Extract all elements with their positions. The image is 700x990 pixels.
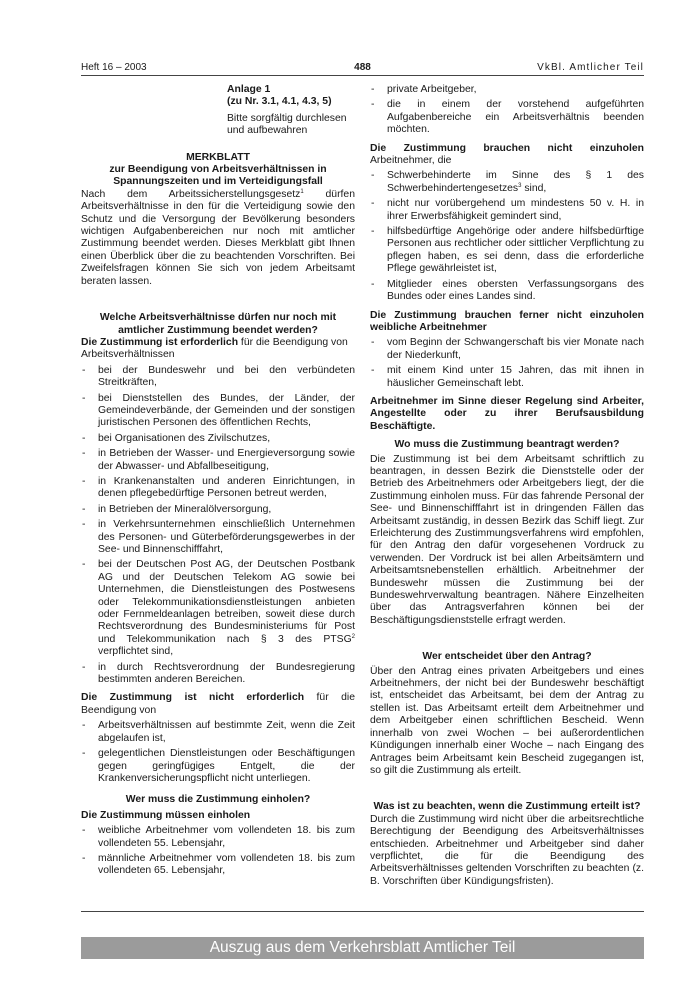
list-item: - bei Dienststellen des Bundes, der Länder, der Gemeindeverbände, der Gemeinden und der sonstigen juristischen Personen des öffentlichen Rechts,: [81, 393, 355, 430]
required-list: [81, 365, 355, 687]
section-heading-after-approval: Was ist zu beachten, wenn die Zustimmung erteilt ist?: [373, 801, 641, 813]
must-obtain-list: [81, 825, 355, 878]
section-heading-who-decides: Wer entscheidet über den Antrag?: [422, 651, 592, 663]
list-item: - hilfsbedürftige Angehörige oder andere hilfsbedürftige Personen aus rechtlicher oder sittlicher Verpflichtung zu pflegen haben, es sei denn, dass die erforderliche Pflege gewährleistet ist,: [370, 226, 644, 276]
footnote-mark: 1: [300, 188, 304, 195]
footnote-mark: 3: [518, 182, 522, 189]
list-item: - vom Beginn der Schwangerschaft bis vier Monate nach der Niederkunft,: [370, 337, 644, 362]
list-item: - Schwerbehinderte im Sinne des § 1 des Schwerbehindertengesetzes$^3$ sind,: [370, 170, 644, 195]
where-apply-text: Die Zustimmung ist bei dem Arbeitsamt schriftlich zu beantragen, in dessen Bezirk die Dienststelle oder der Betrieb des Arbeitnehmers oder Arbeitgebers liegt, der die Zustimmung einholen muss. Für das fahrende Personal der See- und Binnenschifffahrt ist in dringenden Fällen das Arbeitsamt zuständig, in dessen Bezirk das Schiff liegt. Zur Erleichterung des Zustimmungsverfahrens wird empfohlen, für den Antrag den dafür vorgesehenen Vordruck zu verwenden. Der Vordruck ist bei allen Arbeitsämtern und Arbeitsamtsnebenstellen erhältlich. Arbeitnehmer der Bundeswehr müssen die Zustimmung bei der Bundeswehrverwaltung beantragen. Nähere Einzelheiten über das Antragsverfahren können bei der Beschäftigungsdienststelle erfragt werden.: [370, 453, 644, 626]
section-heading-who-must-obtain: Wer muss die Zustimmung einholen?: [125, 794, 311, 806]
list-item: - bei der Bundeswehr und bei den verbündeten Streitkräften,: [81, 365, 355, 390]
footnote-mark: 2: [351, 633, 355, 640]
list-item: - die in einem der vorstehend aufgeführten Aufgabenbereiche ein Arbeitsverhältnis beenden möchten.: [370, 99, 644, 136]
annex-block: [227, 84, 355, 138]
list-item: - Mitglieder eines obersten Verfassungsorgans des Bundes oder eines Landes sind.: [370, 279, 644, 304]
list-item: - in Verkehrsunternehmen einschließlich Unternehmen des Personen- und Güterbeförderungsgewerbes in der See- und Binnenschifffahrt,: [81, 519, 355, 556]
list-item: - bei Organisationen des Zivilschutzes,: [81, 433, 355, 445]
bottom-rule: [81, 911, 644, 912]
page-header: [81, 60, 644, 76]
not-required-list: [81, 720, 355, 785]
must-obtain-intro: Die Zustimmung müssen einholen: [81, 809, 251, 821]
list-item: - weibliche Arbeitnehmer vom vollendeten 18. bis zum vollendeten 55. Lebensjahr,: [81, 825, 355, 850]
merkblatt-subtitle: zur Beendigung von Arbeitsverhältnissen in Spannungszeiten und im Verteidigungsfall: [109, 164, 327, 188]
annex-title: Anlage 1: [227, 84, 271, 95]
list-item: - in Betrieben der Wasser- und Energieversorgung sowie der Abwasser- und Abfallbeseitigung,: [81, 448, 355, 473]
list-item: - in Krankenanstalten und anderen Einrichtungen, in denen pflegebedürftige Personen betreut werden,: [81, 476, 355, 501]
list-item: - mit einem Kind unter 15 Jahren, das mit ihnen in häuslicher Gemeinschaft lebt.: [370, 365, 644, 390]
list-item: - nicht nur vorübergehend um mindestens 50 v. H. in ihrer Erwerbsfähigkeit gemindert sind,: [370, 198, 644, 223]
list-item: - männliche Arbeitnehmer vom vollendeten 18. bis zum vollendeten 65. Lebensjahr,: [81, 853, 355, 878]
issue-label: Heft 16 – 2003: [81, 62, 147, 73]
required-intro: Die Zustimmung ist erforderlich für die Beendigung von Arbeitsverhältnissen: [81, 336, 348, 361]
who-decides-text: Über den Antrag eines privaten Arbeitgebers und eines Arbeitnehmers, der nicht bei der Bundeswehr beschäftigt ist, entscheidet das Arbeitsamt, bei dem der Antrag zu stellen ist. Das Arbeitsamt erteilt dem Arbeitnehmer und dem Arbeitgeber einen schriftlichen Bescheid. Wenn innerhalb von zwei Wochen – bei außerordentlichen Kündigungen innerhalb einer Woche – nach Eingang des Antrages beim Arbeitsamt kein Bescheid zugegangen ist, so gilt die Zustimmung als erteilt.: [370, 665, 644, 776]
women-list: [370, 337, 644, 390]
annex-ref: (zu Nr. 3.1, 4.1, 4.3, 5): [227, 96, 332, 108]
employee-definition: Arbeitnehmer im Sinne dieser Regelung sind Arbeiter, Angestellte oder zu ihrer Berufsausbildung Beschäftigte.: [370, 395, 644, 432]
page-number: 488: [354, 62, 371, 73]
list-item: - private Arbeitgeber,: [370, 84, 644, 96]
list-item: - in durch Rechtsverordnung der Bundesregierung bestimmten anderen Bereichen.: [81, 662, 355, 687]
left-column: [81, 84, 355, 878]
section-heading-who-needs-approval: Welche Arbeitsverhältnisse dürfen nur noch mit amtlicher Zustimmung beendet werden?: [99, 312, 337, 336]
list-item: - bei der Deutschen Post AG, der Deutschen Postbank AG und der Deutschen Telekom AG sowie bei Unternehmen, die Dienstleistungen des Postwesens oder Telekommunikationsdienstleistungen anbieten oder Fernmeldeanlagen betreiben, soweit diese durch Rechtsverordnung des Bundesministeriums für Post und Telekommunikation nach § 3 des PTSG$^2$ verpflichtet sind,: [81, 559, 355, 658]
intro-paragraph: Nach dem Arbeitssicherstellungsgesetz$^1$ dürfen Arbeitsverhältnisse in den für die Verteidigung sowie den Schutz und die Versorgung der Bevölkerung besonders wichtigen Aufgabenbereichen nur noch mit amtlicher Zustimmung beendet werden. Dieses Merkblatt gibt Ihnen einen Überblick über die zu beachtenden Vorschriften. Bei Zweifelsfragen können Sie sich von jedem Arbeitsamt beraten lassen.: [81, 188, 355, 287]
must-obtain-list-continued: [370, 84, 644, 137]
women-heading: Die Zustimmung brauchen ferner nicht einzuholen weibliche Arbeitnehmer: [370, 309, 644, 333]
publication-label: VkBl. Amtlicher Teil: [537, 62, 644, 73]
annex-note: Bitte sorgfältig durchlesen und aufbewahren: [227, 112, 347, 137]
list-item: - Arbeitsverhältnissen auf bestimmte Zeit, wenn die Zeit abgelaufen ist,: [81, 720, 355, 745]
footer-banner: Auszug aus dem Verkehrsblatt Amtlicher Teil: [81, 937, 644, 959]
not-required-intro: Die Zustimmung ist nicht erforderlich für die Beendigung von: [81, 692, 356, 716]
section-heading-where-apply: Wo muss die Zustimmung beantragt werden?: [394, 439, 620, 451]
no-need-heading: Die Zustimmung brauchen nicht einzuholen: [370, 142, 644, 154]
no-need-list: [370, 170, 644, 303]
no-need-intro: Arbeitnehmer, die: [370, 155, 452, 167]
after-approval-text: Durch die Zustimmung wird nicht über die arbeitsrechtliche Berechtigung der Beendigung des Arbeitsverhältnisses entschieden. Arbeitnehmer und Arbeitgeber sind daher verpflichtet, die für die Beendigung des Arbeitsverhältnisses geltenden Vorschriften zu beachten (z. B. Vorschriften über Kündigungsfristen).: [370, 813, 644, 887]
list-item: - in Betrieben der Mineralölversorgung,: [81, 504, 355, 516]
list-item: - gelegentlichen Dienstleistungen oder Beschäftigungen gegen geringfügiges Entgelt, die der Krankenversicherungspflicht nicht unterliegen.: [81, 748, 355, 785]
right-column: [370, 84, 644, 888]
merkblatt-title: MERKBLATT: [186, 151, 250, 163]
